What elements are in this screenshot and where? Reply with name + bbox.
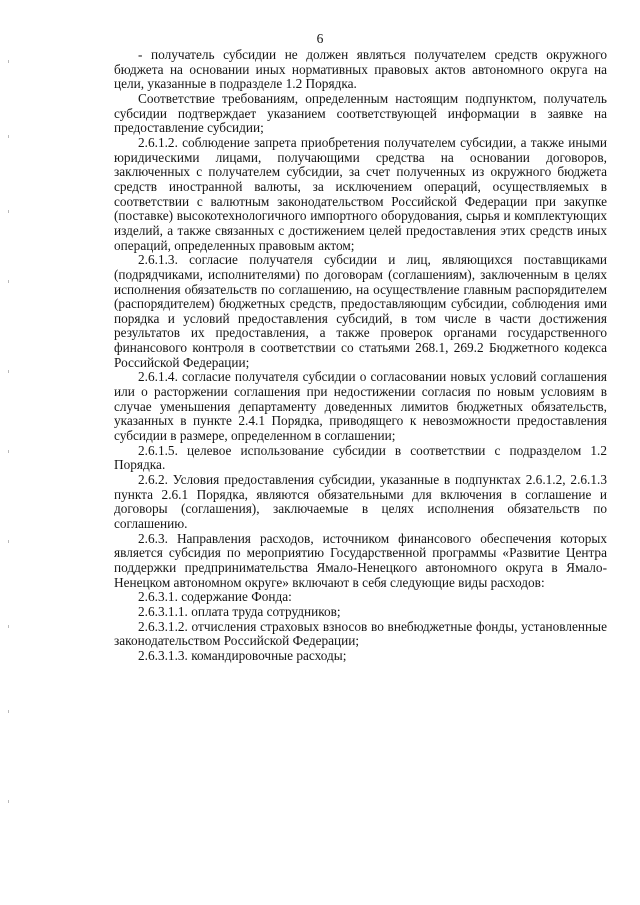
paragraph-2-6-3-1-2: 2.6.3.1.2. отчисления страховых взносов во внебюджетные фонды, установленные законодательством Российской Федерации;	[114, 618, 607, 649]
paragraph-2-6-1-3: 2.6.1.3. согласие получателя субсидии и лиц, являющихся поставщиками (подрядчиками, исполнителями) по договорам (соглашениям), заключенным в целях исполнения обязательств по соглашению, на осуществление главным распорядителем (распорядителем) бюджетных средств, предоставляющим субсидии, соблюдения ими порядка и условий предоставления субсидий, в том числе в части достижения результатов их предоставления, а также проверок органами государственного финансового контроля в соответствии со статьями 268.1, 269.2 Бюджетного кодекса Российской Федерации;	[114, 252, 607, 370]
paragraph-2-6-1-2: 2.6.1.2. соблюдение запрета приобретения получателем субсидии, а также иными юридическими лицами, получающими средства на основании договоров, заключенных с получателем субсидии, за счет полученных из окружного бюджета средств иностранной валюты, за исключением операций, осуществляемых в соответствии с валютным законодательством Российской Федерации при закупке (поставке) высокотехнологичного импортного оборудования, сырья и комплектующих изделий, а также связанных с достижением целей предоставления этих средств иных операций, определенных правовым актом;	[114, 134, 607, 253]
document-body	[114, 48, 607, 664]
paragraph-2-6-3-1-1: 2.6.3.1.1. оплата труда сотрудников;	[138, 603, 341, 619]
paragraph-2-6-3-1: 2.6.3.1. содержание Фонда:	[138, 589, 292, 605]
paragraph-2-6-2: 2.6.2. Условия предоставления субсидии, указанные в подпунктах 2.6.1.2, 2.6.1.3 пункта 2.6.1 Порядка, являются обязательными для включения в соглашение и договоры (соглашения), заключаемые в целях исполнения обязательств по соглашению.	[114, 472, 607, 531]
paragraph-compliance-confirmation: Соответствие требованиям, определенным настоящим подпунктом, получатель субсидии подтверждает указанием соответствующей информации в заявке на предоставление субсидии;	[114, 90, 607, 136]
page-number: 6	[316, 31, 324, 46]
paragraph-2-6-3-1-3: 2.6.3.1.3. командировочные расходы;	[138, 647, 347, 663]
binding-margin-marks	[8, 40, 12, 860]
paragraph-2-6-3: 2.6.3. Направления расходов, источником финансового обеспечения которых является субсидия по мероприятию Государственной программы «Развитие Центра поддержки предпринимательства Ямало-Ненецкого автономного округа в Ямало-Ненецком автономном округе» включают в себя следующие виды расходов:	[114, 530, 607, 590]
paragraph-2-6-1-4: 2.6.1.4. согласие получателя субсидии о согласовании новых условий соглашения или о расторжении соглашения при недостижении согласия по новым условиям в случае уменьшения департаменту доведенных лимитов бюджетных обязательств, указанных в пункте 2.4.1 Порядка, приводящего к невозможности предоставления субсидии в размере, определенном в соглашении;	[114, 369, 607, 444]
paragraph-recipient-budget-condition: - получатель субсидии не должен являться получателем средств окружного бюджета на основании иных нормативных правовых актов автономного округа на цели, указанные в подразделе 1.2 Порядка.	[114, 47, 607, 92]
paragraph-2-6-1-5: 2.6.1.5. целевое использование субсидии в соответствии с подразделом 1.2 Порядка.	[114, 442, 607, 473]
